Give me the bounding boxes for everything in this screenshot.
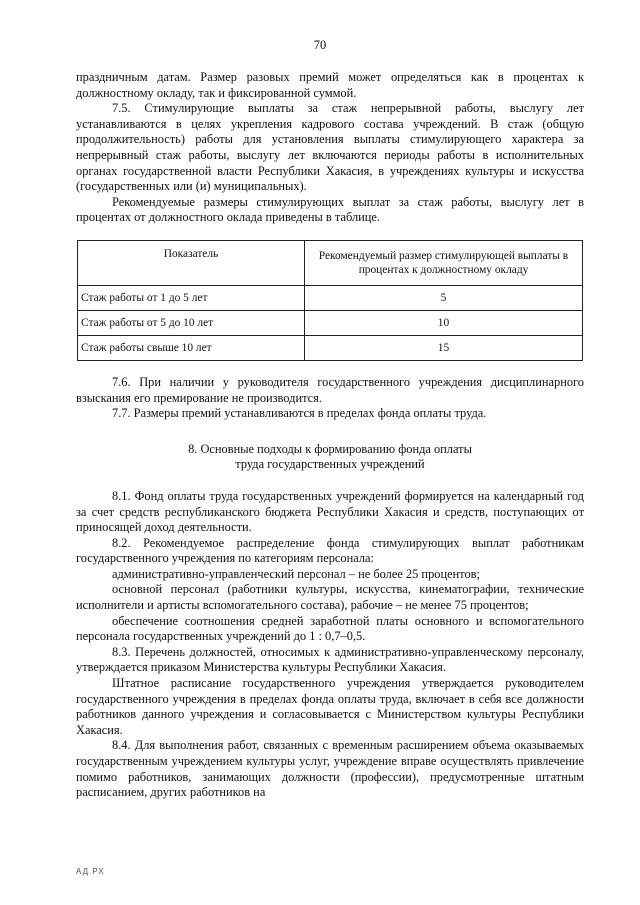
table-cell-value: 5 <box>305 285 583 310</box>
table-cell-value: 10 <box>305 310 583 335</box>
paragraph-8-3: 8.3. Перечень должностей, относимых к административно-управленческому персоналу, утверждается приказом Министерства культуры Республики Хакасия. <box>76 644 584 675</box>
paragraph-main-staff: основной персонал (работники культуры, искусства, кинематографии, технические исполнители и артисты вспомогательного состава), рабочие – не менее 75 процентов; <box>76 582 584 613</box>
table-header-row <box>78 240 583 285</box>
table-row <box>78 310 583 335</box>
paragraph-7-7: 7.7. Размеры премий устанавливаются в пределах фонда оплаты труда. <box>112 406 487 421</box>
table-cell-label: Стаж работы свыше 10 лет <box>78 335 305 360</box>
table-cell-value: 15 <box>305 335 583 360</box>
paragraph-salary-ratio: обеспечение соотношения средней заработной платы основного и вспомогательного персонала государственных учреждений до 1 : 0,7–0,5. <box>76 613 584 644</box>
table-cell-label: Стаж работы от 1 до 5 лет <box>78 285 305 310</box>
document-body <box>76 70 584 801</box>
footer-code: АД.РХ <box>76 867 105 876</box>
section-heading-line-1: 8. Основные подходы к формированию фонда оплаты <box>188 441 472 456</box>
table-header-indicator: Показатель <box>78 240 305 285</box>
paragraph-8-1: 8.1. Фонд оплаты труда государственных учреждений формируется на календарный год за счет средств республиканского бюджета Республики Хакасия и средств, поступающих от приносящей доход деятельности. <box>76 488 584 535</box>
section-heading-line-2: труда государственных учреждений <box>235 457 425 472</box>
paragraph-table-intro: Рекомендуемые размеры стимулирующих выплат за стаж работы, выслугу лет в процентах от должностного оклада приведены в таблице. <box>76 194 584 225</box>
page-number: 70 <box>313 38 327 52</box>
paragraph-7-5: 7.5. Стимулирующие выплаты за стаж непрерывной работы, выслугу лет устанавливаются в целях укрепления кадрового состава учреждений. В стаж (общую продолжительность) работы для установления выплаты стимулирующего характера за непрерывный стаж работы, выслугу лет включаются периоды работы в исполнительных органах государственной власти Республики Хакасия, в учреждениях культуры и искусства (государственных или (и) муниципальных). <box>76 101 584 194</box>
table-row <box>78 285 583 310</box>
paragraph-8-4: 8.4. Для выполнения работ, связанных с временным расширением объема оказываемых государственным учреждением культуры услуг, учреждение вправе осуществлять привлечение помимо работников, занимающих должности (профессии), предусмотренные штатным расписанием, других работников на <box>76 738 584 800</box>
paragraph-8-2: 8.2. Рекомендуемое распределение фонда стимулирующих выплат работникам государственного учреждения по категориям персонала: <box>76 535 584 566</box>
seniority-bonus-table <box>77 240 583 361</box>
paragraph-admin-staff: административно-управленческий персонал – не более 25 процентов; <box>112 566 480 581</box>
section-8-heading <box>76 442 584 473</box>
paragraph-staff-schedule: Штатное расписание государственного учреждения утверждается руководителем государственного учреждения в пределах фонда оплаты труда, включает в себя все должности работников данного учреждения и согласовывается с Министерством культуры Республики Хакасия. <box>76 676 584 737</box>
paragraph-7-6: 7.6. При наличии у руководителя государственного учреждения дисциплинарного взыскания его премирование не производится. <box>76 374 584 405</box>
table-row <box>78 335 583 360</box>
paragraph-continuation: праздничным датам. Размер разовых премий может определяться как в процентах к должностному окладу, так и фиксированной суммой. <box>76 70 584 100</box>
table-cell-label: Стаж работы от 5 до 10 лет <box>78 310 305 335</box>
table-header-recommended-size: Рекомендуемый размер стимулирующей выплаты в процентах к должностному окладу <box>305 240 583 285</box>
